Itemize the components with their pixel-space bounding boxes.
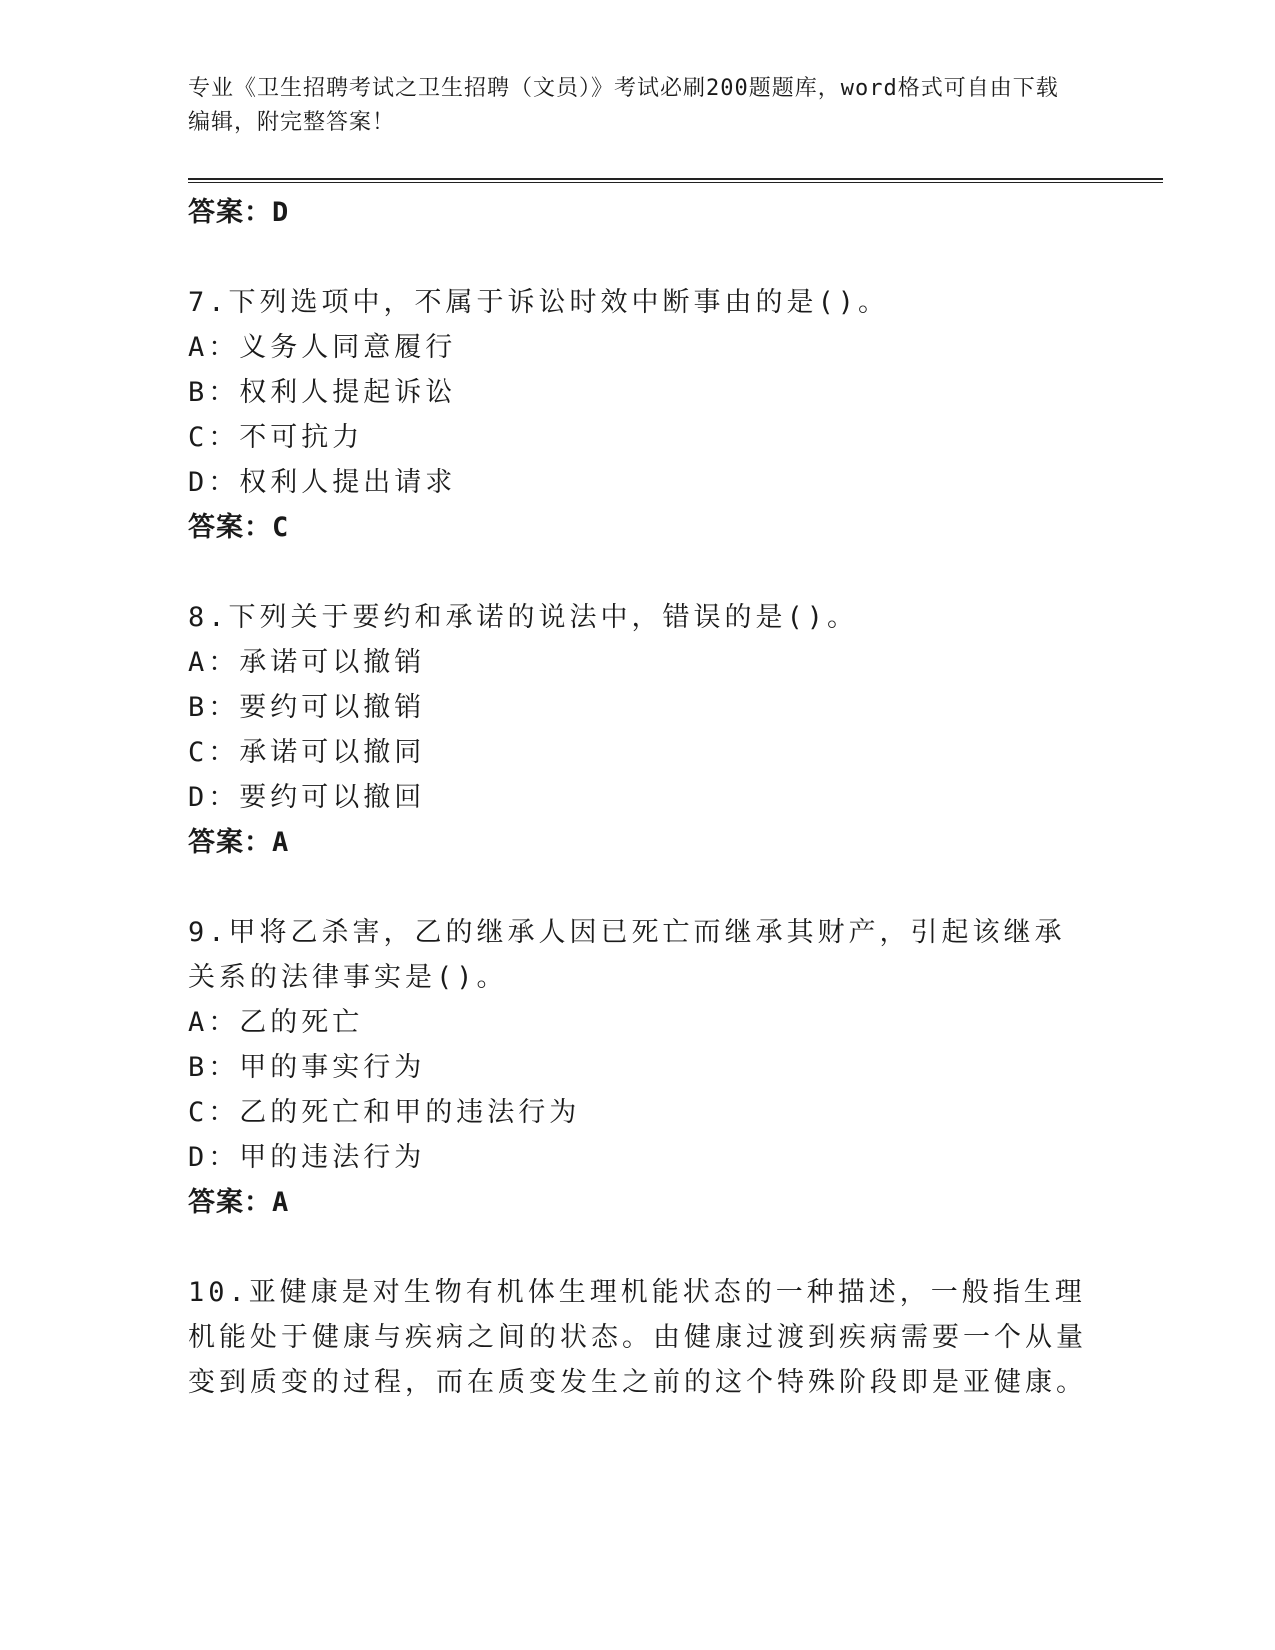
- question-7: [188, 280, 1088, 550]
- previous-answer: 答案：D: [188, 197, 290, 228]
- document-header: 专业《卫生招聘考试之卫生招聘（文员）》考试必刷200题题库，word格式可自由下载编辑，附完整答案！: [188, 76, 1059, 135]
- option-b: B：甲的事实行为: [188, 1052, 426, 1083]
- option-b: B：权利人提起诉讼: [188, 377, 457, 408]
- option-a: A：承诺可以撤销: [188, 647, 426, 678]
- option-a: A：义务人同意履行: [188, 332, 457, 363]
- header-divider: [188, 178, 1163, 183]
- question-list: [188, 190, 1088, 1405]
- option-c: C：承诺可以撤同: [188, 737, 426, 768]
- question-text: 7.下列选项中，不属于诉讼时效中断事由的是()。: [188, 287, 890, 318]
- option-c: C：不可抗力: [188, 422, 364, 453]
- answer-line: 答案：A: [188, 827, 290, 858]
- answer-line: 答案：A: [188, 1187, 290, 1218]
- question-text: 9.甲将乙杀害，乙的继承人因已死亡而继承其财产，引起该继承关系的法律事实是()。: [188, 917, 1066, 993]
- option-d: D：甲的违法行为: [188, 1142, 426, 1173]
- question-9: [188, 910, 1088, 1225]
- option-a: A：乙的死亡: [188, 1007, 364, 1038]
- question-text: 10.亚健康是对生物有机体生理机能状态的一种描述，一般指生理机能处于健康与疾病之间的状态。由健康过渡到疾病需要一个从量变到质变的过程，而在质变发生之前的这个特殊阶段即是亚健康。: [188, 1277, 1087, 1398]
- question-10: [188, 1270, 1088, 1405]
- question-text: 8.下列关于要约和承诺的说法中，错误的是()。: [188, 602, 859, 633]
- answer-line: 答案：C: [188, 512, 290, 543]
- question-8: [188, 595, 1088, 865]
- option-d: D：要约可以撤回: [188, 782, 426, 813]
- option-b: B：要约可以撤销: [188, 692, 426, 723]
- option-d: D：权利人提出请求: [188, 467, 457, 498]
- option-c: C：乙的死亡和甲的违法行为: [188, 1097, 581, 1128]
